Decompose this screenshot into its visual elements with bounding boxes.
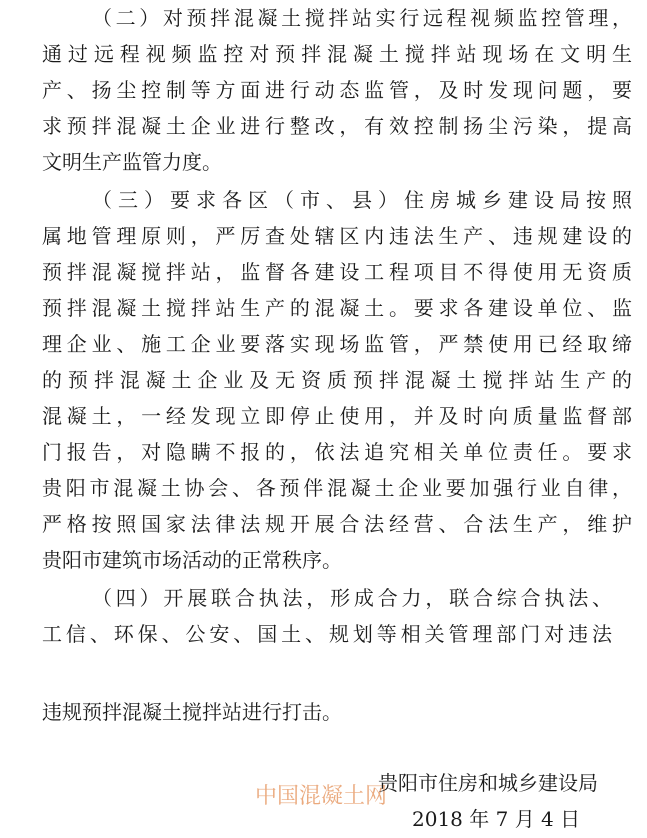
paragraph-2-line-1: （二）对预拌混凝土搅拌站实行远程视频监控管理，: [92, 6, 632, 30]
signature-organization: 贵阳市住房和城乡建设局: [378, 771, 598, 795]
paragraph-4-line-3: 违规预拌混凝土搅拌站进行打击。: [42, 700, 342, 724]
paragraph-4-line-2: 工信、环保、公安、国土、规划等相关管理部门对违法: [42, 622, 612, 646]
paragraph-3-line-7: 混凝土，一经发现立即停止使用，并及时向质量监督部: [42, 404, 632, 428]
paragraph-4-line-1: （四）开展联合执法，形成合力，联合综合执法、: [92, 586, 612, 610]
paragraph-3-line-5: 理企业、施工企业要落实现场监管，严禁使用已经取缔: [42, 332, 632, 356]
paragraph-3-line-9: 贵阳市混凝土协会、各预伴混凝土企业要加强行业自律，: [42, 476, 632, 500]
paragraph-3-line-4: 预拌混凝土搅拌站生产的混凝土。要求各建设单位、监: [42, 296, 632, 320]
paragraph-3-line-2: 属地管理原则，严厉查处辖区内违法生产、违规建设的: [42, 224, 632, 248]
paragraph-3-line-6: 的预拌混凝土企业及无资质预拌混凝土搅拌站生产的: [42, 368, 632, 392]
paragraph-2-line-5: 文明生产监管力度。: [42, 150, 222, 174]
paragraph-3-line-10: 严格按照国家法律法规开展合法经营、合法生产，维护: [42, 512, 632, 536]
watermark-text: 中国混凝土网: [255, 784, 388, 809]
paragraph-3-line-1: （三）要求各区（市、县）住房城乡建设局按照: [92, 188, 632, 212]
signature-date: 2018 年 7 月 4 日: [412, 807, 581, 831]
paragraph-2-line-4: 求预拌混凝土企业进行整改，有效控制扬尘污染，提高: [42, 114, 632, 138]
paragraph-3-line-3: 预拌混凝搅拌站，监督各建设工程项目不得使用无资质: [42, 260, 632, 284]
paragraph-2-line-3: 产、扬尘控制等方面进行动态监管，及时发现问题，要: [42, 78, 632, 102]
paragraph-3-line-11: 贵阳市建筑市场活动的正常秩序。: [42, 548, 342, 572]
paragraph-2-line-2: 通过远程视频监控对预拌混凝土搅拌站现场在文明生: [42, 42, 632, 66]
paragraph-3-line-8: 门报告，对隐瞒不报的，依法追究相关单位责任。要求: [42, 440, 632, 464]
